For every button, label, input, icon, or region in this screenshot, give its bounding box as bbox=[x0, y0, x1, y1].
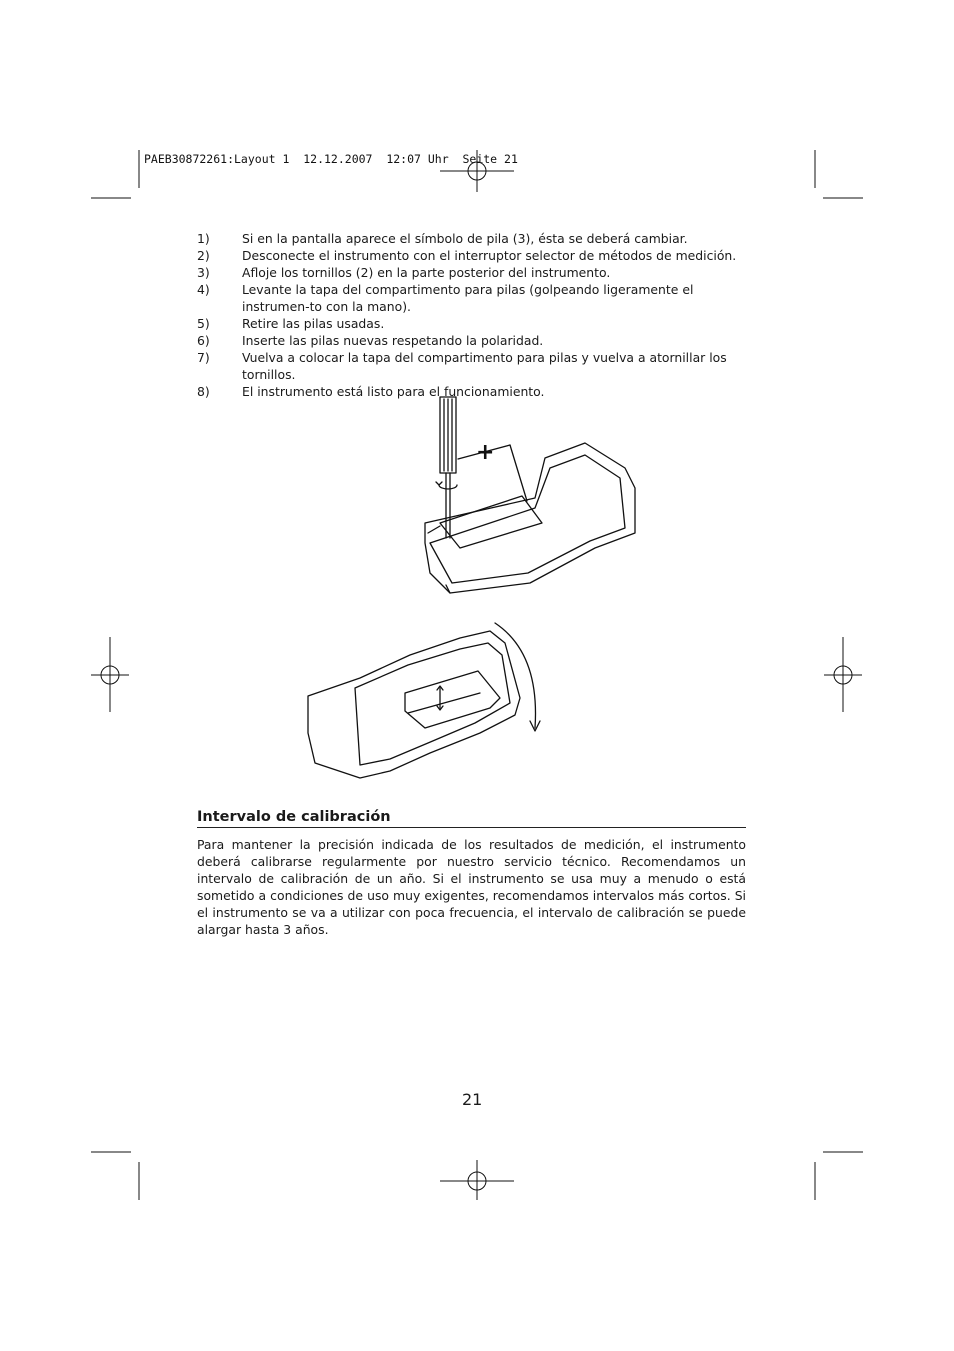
section-body: Para mantener la precisión indicada de los resultados de medición, el instrumento deberá calibrarse regularmente por nuestro servicio técnico. Recomendamos un intervalo de calibración de un año. Si el instrumento se usa muy a menudo o está sometido a condiciones de uso muy exigentes, recomendamos intervalos más cortos. Si el instrumento se va a utilizar con poca frecuencia, el intervalo de calibración se puede alargar hasta 3 años. bbox=[197, 837, 746, 937]
step-text: Si en la pantalla aparece el símbolo de pila (3), ésta se deberá cambiar. bbox=[242, 231, 688, 246]
step-text: Retire las pilas usadas. bbox=[242, 316, 385, 331]
step-number: 8) bbox=[197, 384, 210, 399]
battery-compartment-view bbox=[308, 623, 540, 778]
section-title: Intervalo de calibración bbox=[197, 809, 746, 828]
registration-mark-bottom bbox=[440, 1160, 514, 1200]
step-number: 3) bbox=[197, 265, 210, 280]
list-item bbox=[197, 349, 749, 383]
print-slug: PAEB30872261:Layout 1 12.12.2007 12:07 Uhr Seite 21 bbox=[144, 152, 518, 166]
list-item bbox=[197, 315, 749, 332]
list-item bbox=[197, 264, 749, 281]
step-text: Levante la tapa del compartimento para pilas (golpeando ligeramente el instrumen-to con la mano). bbox=[242, 282, 694, 314]
step-text: Desconecte el instrumento con el interruptor selector de métodos de medición. bbox=[242, 248, 737, 263]
step-text: Afloje los tornillos (2) en la parte posterior del instrumento. bbox=[242, 265, 611, 280]
instruction-list bbox=[197, 230, 749, 400]
list-item bbox=[197, 230, 749, 247]
battery-replacement-illustration bbox=[300, 393, 650, 793]
list-item bbox=[197, 332, 749, 349]
registration-mark-right bbox=[824, 637, 862, 712]
plus-sign: + bbox=[476, 440, 495, 465]
step-number: 4) bbox=[197, 282, 210, 297]
registration-mark-left bbox=[91, 637, 129, 712]
list-item bbox=[197, 281, 749, 315]
step-number: 5) bbox=[197, 316, 210, 331]
step-number: 2) bbox=[197, 248, 210, 263]
list-item bbox=[197, 247, 749, 264]
step-text: El instrumento está listo para el funcionamiento. bbox=[242, 384, 545, 399]
step-number: 1) bbox=[197, 231, 210, 246]
step-number: 7) bbox=[197, 350, 210, 365]
page-number: 21 bbox=[462, 1090, 483, 1109]
step-number: 6) bbox=[197, 333, 210, 348]
step-text: Inserte las pilas nuevas respetando la polaridad. bbox=[242, 333, 544, 348]
step-text: Vuelva a colocar la tapa del compartimento para pilas y vuelva a atornillar los tornillos. bbox=[242, 350, 727, 382]
